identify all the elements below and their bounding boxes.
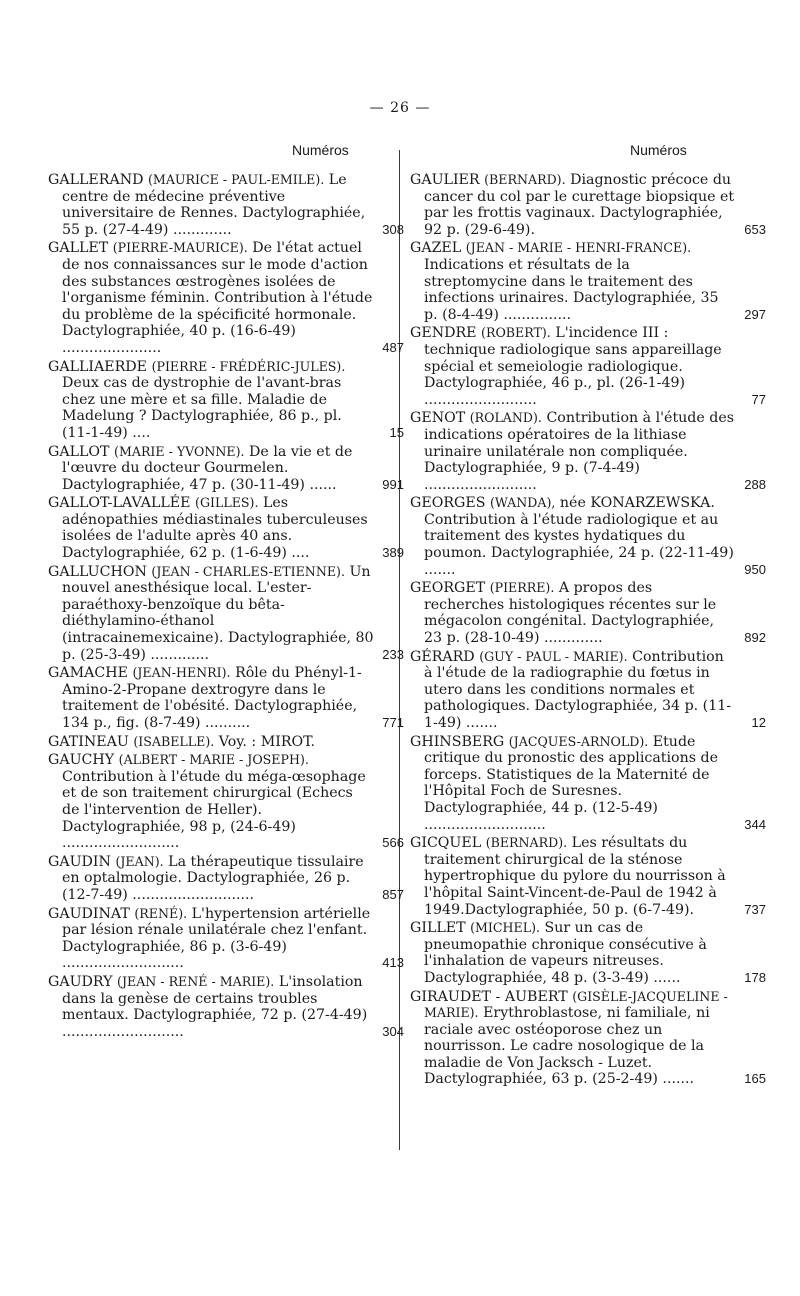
entry-body bbox=[48, 359, 378, 442]
entry-given-names: (PIERRE). bbox=[489, 580, 555, 596]
entry-body bbox=[48, 665, 378, 731]
entry-title: A propos des recherches histologiques récentes sur le mégacolon congénital. Dactylographiée, 23 p. (28-10-49) ............. bbox=[424, 580, 717, 647]
entry-given-names: (GILLES). bbox=[195, 495, 259, 511]
entry-title: Indications et résultats de la streptomycine dans le traitement des infections urinaires. Dactylographiée, 35 p. (8-4-49) ............... bbox=[424, 256, 719, 323]
entry-number: 487 bbox=[382, 339, 404, 355]
page-number: — 26 — bbox=[369, 100, 431, 116]
bibliography-entry bbox=[48, 734, 378, 751]
right-column bbox=[410, 172, 766, 1090]
entry-body bbox=[48, 495, 378, 561]
bibliography-entry bbox=[410, 325, 766, 408]
entry-number: 12 bbox=[751, 715, 766, 730]
entry-given-names: (PIERRE-MAURICE). bbox=[112, 240, 248, 256]
entry-number: 77 bbox=[751, 391, 766, 407]
entry-author: GAULIER bbox=[410, 172, 480, 188]
entry-body bbox=[410, 734, 740, 834]
bibliography-entry bbox=[410, 172, 766, 238]
entry-author: GALLOT-LAVALLÉE bbox=[48, 495, 191, 512]
entry-number: 857 bbox=[382, 886, 404, 902]
entry-author: GALLET bbox=[48, 240, 109, 257]
entry-author: GHINSBERG bbox=[410, 733, 505, 750]
entry-author: GENOT bbox=[410, 410, 466, 427]
left-column bbox=[48, 172, 404, 1042]
entry-title: L'hypertension artérielle par lésion rénale unilatérale chez l'enfant. Dactylographiée, 86 p. (3-6-49) ........................... bbox=[62, 905, 371, 972]
entry-title: née KONARZEWSKA. Contribution à l'étude radiologique et au traitement des kystes hydatiques du poumon. Dactylographiée, 24 p. (22-11-49) ....... bbox=[424, 495, 734, 578]
entry-title: Deux cas de dystrophie de l'avant-bras chez une mère et sa fille. Maladie de Madelung ? Dactylographiée, 86 p., pl. (11-1-49) .... bbox=[62, 375, 342, 441]
entry-number: 653 bbox=[744, 221, 766, 237]
entry-body bbox=[410, 172, 740, 238]
entry-author: GÉRARD bbox=[410, 648, 475, 665]
entry-body bbox=[410, 325, 740, 408]
bibliography-entry bbox=[410, 988, 766, 1089]
entry-author: GAUDRY bbox=[48, 973, 113, 990]
entry-body bbox=[410, 989, 740, 1089]
entry-body bbox=[410, 495, 740, 578]
entry-number: 737 bbox=[744, 901, 766, 917]
entry-given-names: (BERNARD). bbox=[485, 835, 568, 851]
entry-title: La thérapeutique tissulaire en optalmologie. Dactylographiée, 26 p. (12-7-49) ........................... bbox=[62, 853, 364, 903]
entry-body bbox=[48, 564, 378, 664]
entry-number: 892 bbox=[744, 630, 766, 646]
entry-title: Contribution à l'étude de la radiographie du fœtus in utero dans les conditions normales et pathologiques. Dactylographiée, 34 p. (11-1-49) ....... bbox=[424, 648, 732, 731]
entry-number: 950 bbox=[744, 561, 766, 577]
bibliography-entry bbox=[410, 410, 766, 493]
bibliography-entry bbox=[48, 752, 404, 852]
entry-number: 389 bbox=[382, 545, 404, 561]
entry-body bbox=[410, 835, 740, 918]
bibliography-entry bbox=[48, 563, 404, 664]
entry-number: 344 bbox=[744, 816, 766, 832]
right-column-heading: Numéros bbox=[630, 142, 687, 158]
entry-body bbox=[48, 734, 378, 751]
entry-number: 178 bbox=[744, 969, 766, 985]
entry-title: Les résultats du traitement chirurgical de la sténose hypertrophique du pylore du nourrisson à l'hôpital Saint-Vincent-de-Paul de 1942 à 1949.Dactylographiée, 50 p. (6-7-49). bbox=[424, 835, 726, 918]
entry-body bbox=[48, 172, 378, 238]
entry-author: GAZEL bbox=[410, 240, 462, 257]
bibliography-entry bbox=[410, 580, 766, 647]
entry-author: GALLUCHON bbox=[48, 563, 147, 580]
entry-author: GALLIAERDE bbox=[48, 358, 148, 375]
bibliography-entry bbox=[48, 905, 404, 972]
entry-number: 771 bbox=[382, 715, 404, 730]
entry-given-names: (JEAN-HENRI). bbox=[132, 665, 231, 681]
left-column-heading: Numéros bbox=[292, 142, 349, 158]
entry-title: Voy. : MIROT. bbox=[218, 733, 316, 750]
entry-body bbox=[48, 240, 378, 356]
entry-title: De la vie et de l'œuvre du docteur Gourmelen. Dactylographiée, 47 p. (30-11-49) ...... bbox=[62, 443, 353, 493]
entry-title: Rôle du Phényl-1-Amino-2-Propane dextrogyre dans le traitement de l'obésité. Dactylographiée, 134 p., fig. (8-7-49) .......... bbox=[62, 665, 362, 731]
entry-given-names: (MAURICE - PAUL-EMILE). bbox=[148, 172, 325, 187]
bibliography-entry bbox=[48, 853, 404, 904]
bibliography-entry bbox=[410, 835, 766, 918]
entry-title: Etude critique du pronostic des applications de forceps. Statistiques de la Maternité de l'Hôpital Foch de Suresnes. Dactylographiée, 44 p. (12-5-49) ........................... bbox=[424, 733, 718, 833]
entry-author: GICQUEL bbox=[410, 835, 482, 852]
entry-author: GATINEAU bbox=[48, 733, 129, 750]
entry-given-names: (ROLAND). bbox=[469, 410, 542, 426]
bibliography-entry bbox=[48, 240, 404, 356]
bibliography-entry bbox=[410, 495, 766, 578]
entry-given-names: (ALBERT - MARIE - JOSEPH). bbox=[118, 752, 309, 768]
entry-given-names: (GUY - PAUL - MARIE). bbox=[479, 648, 628, 664]
entry-given-names: (JEAN - MARIE - HENRI-FRANCE). bbox=[465, 240, 692, 256]
entry-body bbox=[410, 410, 740, 493]
entry-number: 165 bbox=[744, 1071, 766, 1087]
entry-title: Contribution à l'étude des indications opératoires de la lithiase urinaire unilatérale non compliquée. Dactylographiée, 9 p. (7-4-49) ......................... bbox=[424, 410, 735, 493]
entry-title: De l'état actuel de nos connaissances sur le mode d'action des substances œstrogènes isolées de l'organisme féminin. Contribution à l'étude du problème de la spécificité hormonale. Dactylographiée, 40 p. (16-6-49) ...................... bbox=[62, 240, 373, 356]
bibliography-entry bbox=[410, 648, 766, 732]
entry-number: 308 bbox=[382, 221, 404, 237]
bibliography-entry bbox=[410, 733, 766, 834]
entry-body bbox=[48, 444, 378, 494]
entry-given-names: (ROBERT). bbox=[481, 325, 551, 341]
entry-author: GALLERAND bbox=[48, 172, 144, 188]
entry-title: Contribution à l'étude du méga-œsophage et de son traitement chirurgical (Echecs de l'intervention de Heller). Dactylographiée, 98 p, (24-6-49) .......................... bbox=[62, 768, 366, 852]
entry-body bbox=[48, 752, 378, 852]
entry-body bbox=[410, 240, 740, 323]
entry-title: Erythroblastose, ni familiale, ni raciale avec ostéoporose chez un nourrisson. Le cadre nosologique de la maladie de Von Jacksch - Luzet. Dactylographiée, 63 p. (25-2-49) ....... bbox=[424, 1005, 710, 1088]
entry-number: 991 bbox=[382, 476, 404, 492]
entry-body bbox=[410, 580, 740, 646]
entry-author: GAMACHE bbox=[48, 665, 128, 682]
entry-given-names: (JEAN - RENÉ - MARIE). bbox=[117, 973, 275, 989]
entry-body bbox=[410, 649, 740, 732]
entry-title: L'insolation dans la genèse de certains troubles mentaux. Dactylographiée, 72 p. (27-4-49) ........................... bbox=[62, 973, 368, 1040]
bibliography-entry bbox=[48, 358, 404, 442]
entry-author: GILLET bbox=[410, 920, 466, 937]
entry-author: GEORGES bbox=[410, 495, 486, 512]
entry-author: GAUDINAT bbox=[48, 905, 130, 922]
entry-given-names: (RENÉ). bbox=[134, 905, 188, 921]
entry-number: 413 bbox=[382, 955, 404, 971]
entry-number: 304 bbox=[382, 1023, 404, 1039]
entry-body bbox=[48, 854, 378, 904]
entry-body bbox=[48, 906, 378, 972]
entry-given-names: (PIERRE - FRÉDÉRIC-JULES). bbox=[151, 358, 346, 374]
entry-title: Sur un cas de pneumopathie chronique consécutive à l'inhalation de vapeurs nitreuses. Dactylographiée, 48 p. (3-3-49) ...... bbox=[424, 920, 707, 986]
entry-given-names: (MICHEL). bbox=[470, 920, 540, 936]
entry-given-names: (GISÈLE-JACQUELINE - MARIE). bbox=[424, 988, 728, 1021]
entry-body bbox=[48, 974, 378, 1040]
entry-number: 566 bbox=[382, 835, 404, 851]
entry-author: GEORGET bbox=[410, 580, 486, 597]
entry-title: Diagnostic précoce du cancer du col par le curettage biopsique et par les frottis vaginaux. Dactylographiée, 92 p. (29-6-49). bbox=[424, 172, 735, 238]
bibliography-entry bbox=[48, 172, 404, 238]
bibliography-entry bbox=[410, 920, 766, 986]
entry-number: 288 bbox=[744, 476, 766, 492]
entry-number: 15 bbox=[389, 424, 404, 440]
entry-title: L'incidence III : technique radiologique sans appareillage spécial et semeiologie radiologique. Dactylographiée, 46 p., pl. (26-1-49) ......................... bbox=[424, 325, 722, 408]
bibliography-entry bbox=[48, 495, 404, 562]
bibliography-entry bbox=[48, 443, 404, 494]
entry-given-names: (JEAN - CHARLES-ETIENNE). bbox=[151, 563, 345, 579]
bibliography-entry bbox=[48, 973, 404, 1040]
entry-title: Le centre de médecine préventive universitaire de Rennes. Dactylographiée, 55 p. (27-4-49) ............. bbox=[62, 172, 366, 238]
entry-author: GALLOT bbox=[48, 443, 110, 460]
entry-number: 297 bbox=[744, 306, 766, 322]
bibliography-entry bbox=[410, 240, 766, 323]
entry-given-names: (JACQUES-ARNOLD). bbox=[508, 733, 649, 749]
bibliography-entry bbox=[48, 665, 404, 731]
entry-given-names: (MARIE - YVONNE). bbox=[114, 443, 245, 459]
entry-number: 233 bbox=[382, 646, 404, 662]
entry-given-names: (ISABELLE). bbox=[133, 733, 215, 749]
entry-author: GAUDIN bbox=[48, 853, 111, 870]
entry-given-names: (BERNARD). bbox=[484, 172, 566, 187]
entry-title: Un nouvel anesthésique local. L'ester-paraéthoxy-benzoïque du bêta-diéthylamino-éthanol (intracainemexicaine). Dactylographiée, 80 p. (25-3-49) ............. bbox=[62, 563, 374, 663]
entry-author: GIRAUDET - AUBERT bbox=[410, 988, 568, 1005]
entry-given-names: (WANDA), bbox=[489, 495, 556, 511]
entry-author: GENDRE bbox=[410, 325, 477, 342]
entry-author: GAUCHY bbox=[48, 752, 115, 769]
entry-body bbox=[410, 920, 740, 986]
entry-given-names: (JEAN). bbox=[115, 853, 164, 869]
entry-title: Les adénopathies médiastinales tuberculeuses isolées de l'adulte après 40 ans. Dactylographiée, 62 p. (1-6-49) .... bbox=[62, 495, 368, 562]
